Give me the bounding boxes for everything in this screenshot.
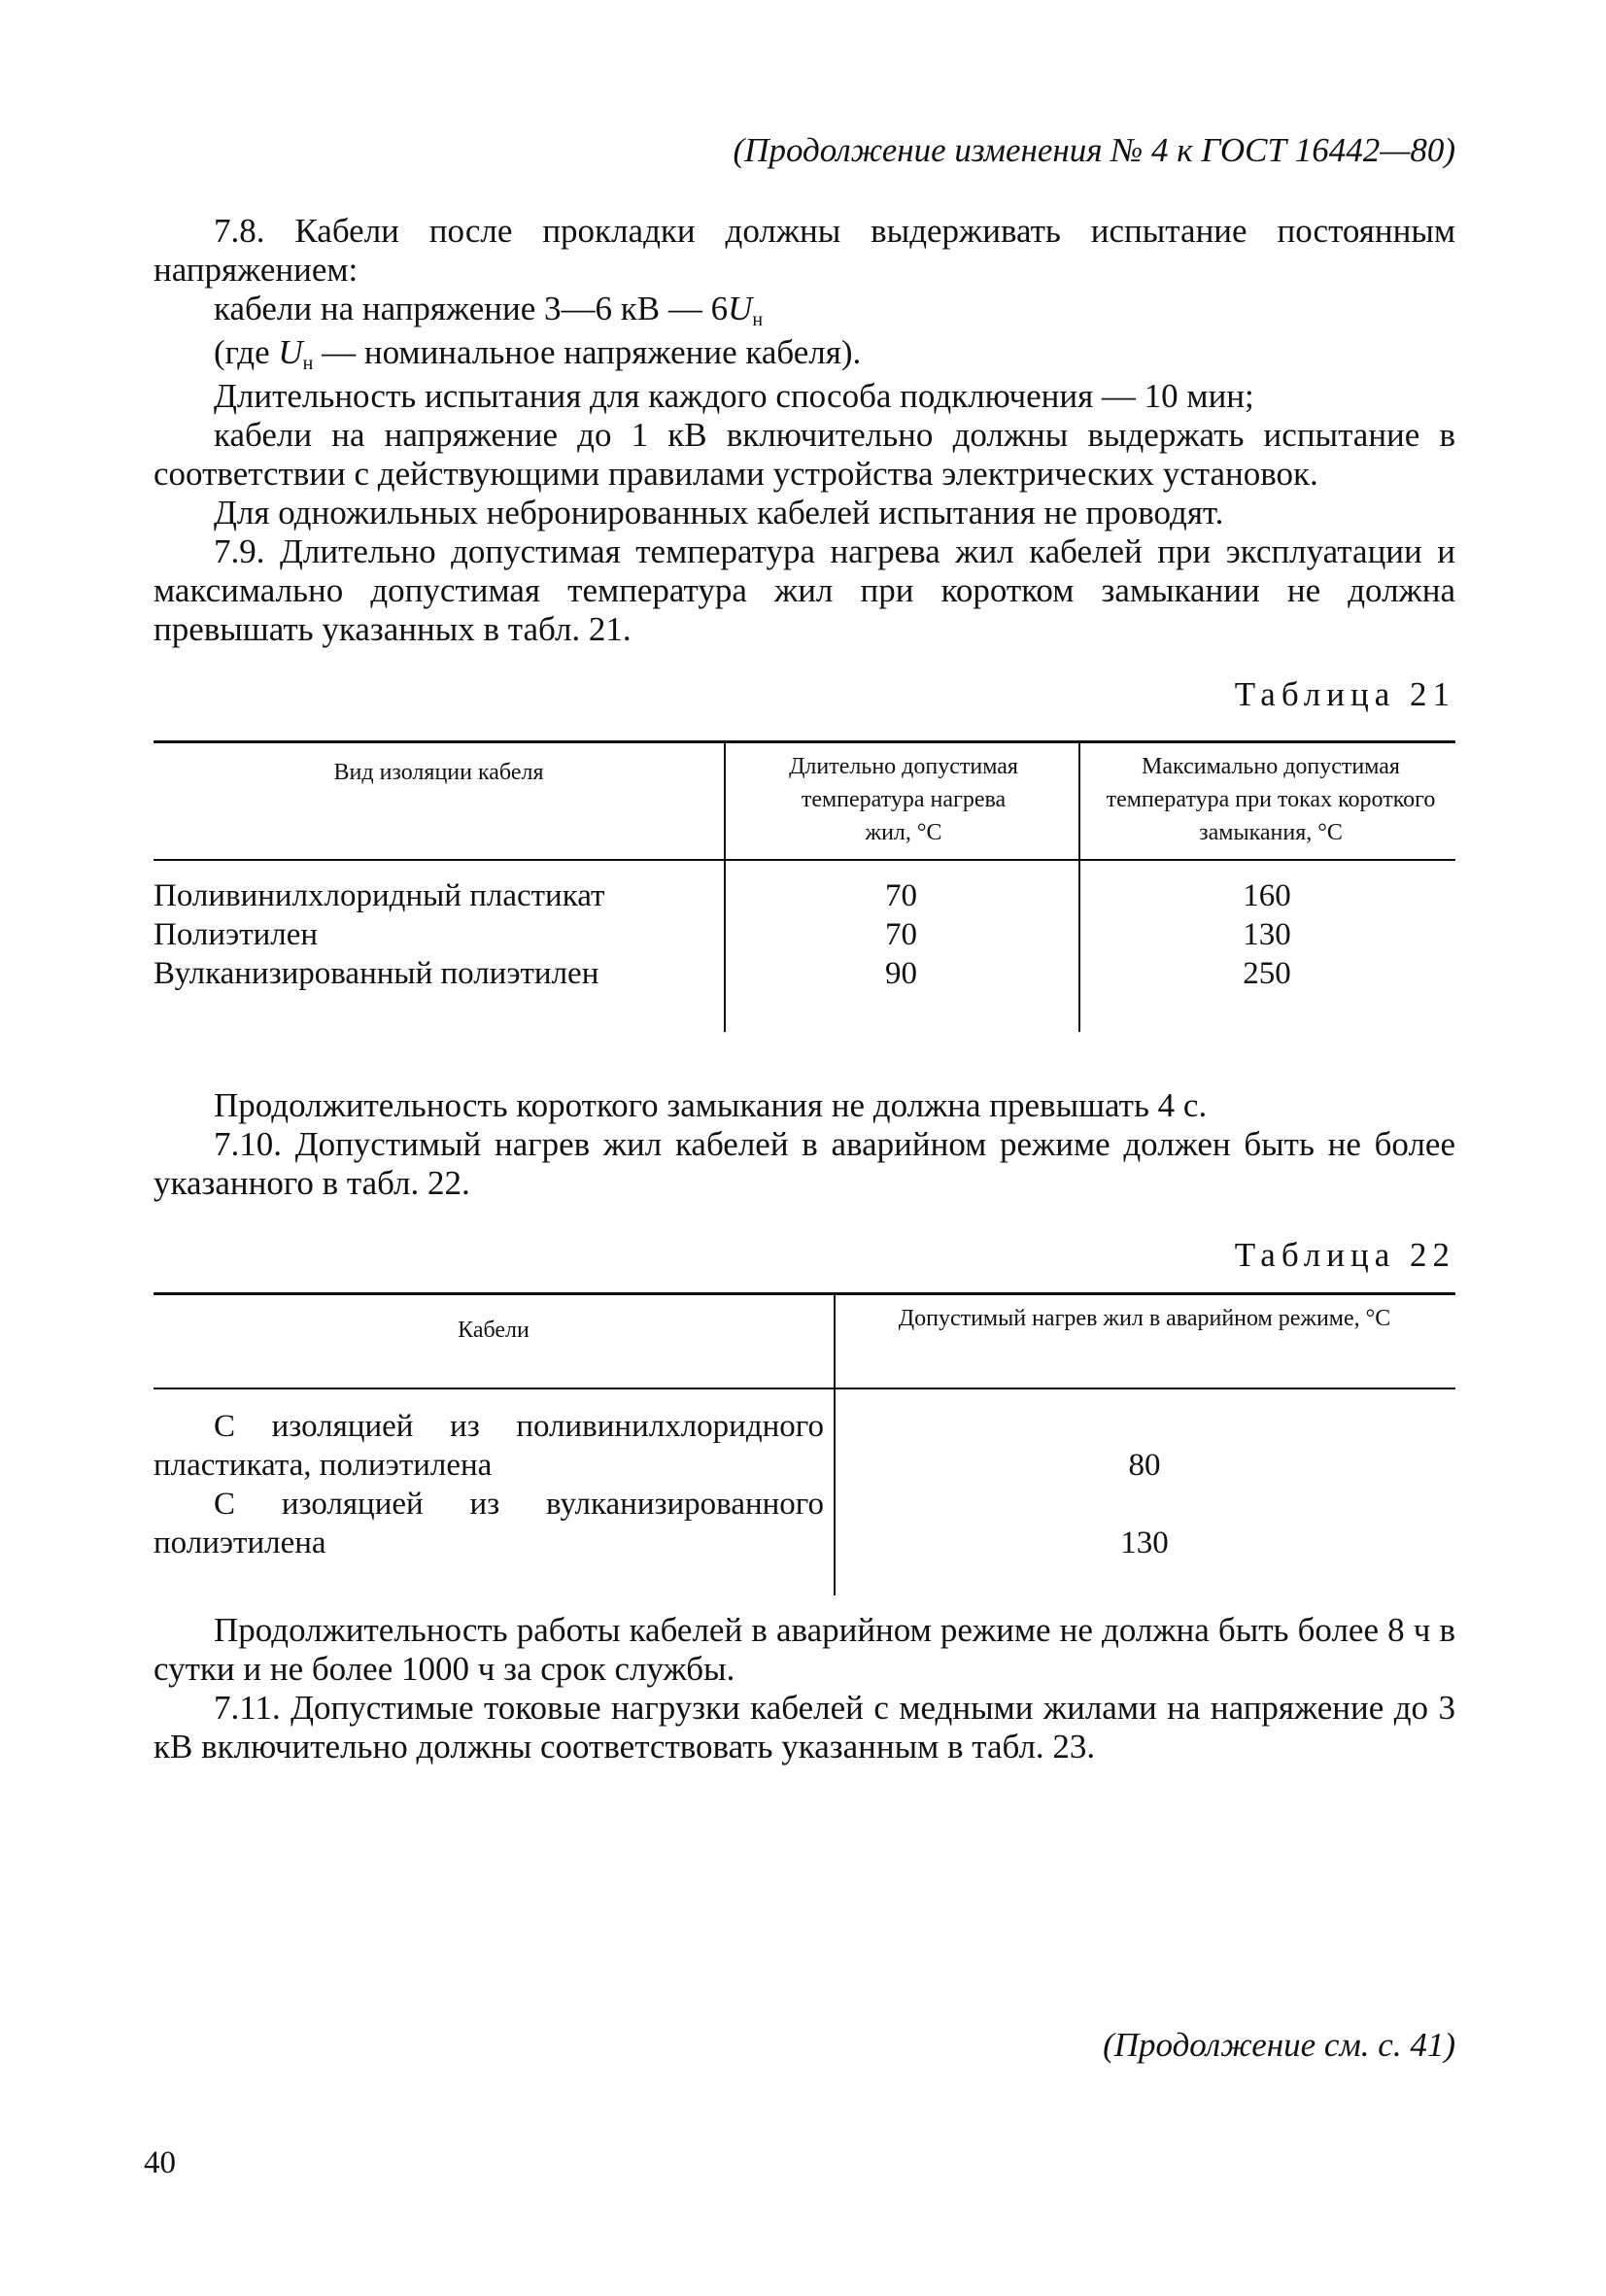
table-21-row-3-type: Вулканизированный полиэтилен [154, 956, 599, 991]
paragraph-emergency-duration: Продолжительность работы кабелей в аварийном режиме не должна быть более 8 ч в сутки и не более 1000 ч за срок службы. [154, 1611, 1455, 1688]
table-22-row-2-heating: 130 [1120, 1525, 1169, 1560]
section-7-10 [154, 1086, 1455, 1203]
paragraph-7-8-intro: 7.8. Кабели после прокладки должны выдерживать испытание постоянным напряжением: [154, 212, 1455, 289]
paragraph-7-9: 7.9. Длительно допустимая температура нагрева жил кабелей при эксплуатации и максимально допустимая температура жил при коротком замыкании не должна превышать указанных в табл. 21. [154, 532, 1455, 648]
document-page [144, 0, 1455, 2296]
table-22-header-rule [154, 1388, 1455, 1389]
definition-rest: — номинальное напряжение кабеля). [313, 333, 862, 371]
table-22-header-cables: Кабели [458, 1318, 530, 1343]
table-21-row-1-continuous: 70 [885, 878, 917, 913]
paragraph-7-8-duration: Длительность испытания для каждого способа подключения — 10 мин; [214, 377, 1254, 415]
table-21-row-3-short-circuit: 250 [1243, 956, 1291, 991]
table-22-top-rule [154, 1292, 1455, 1295]
table-22-header-emergency-heating: Допустимый нагрев жил в аварийном режиме, °С [898, 1306, 1391, 1331]
section-7-8 [154, 212, 1455, 649]
table-21-header-short-circuit-temp: Максимально допустимая температура при токах короткого замыкания, °С [1106, 754, 1436, 845]
table-22-row-1-heating: 80 [1128, 1448, 1161, 1483]
definition-symbol: U [278, 333, 303, 371]
voltage-symbol: U [728, 290, 753, 327]
table-21-caption: Таблица 21 [1234, 675, 1455, 713]
paragraph-7-8-voltage [154, 290, 1455, 333]
definition-open: (где [214, 333, 279, 371]
table-21-header-insulation: Вид изоляции кабеля [333, 760, 544, 785]
voltage-text: кабели на напряжение 3—6 кВ — 6 [214, 290, 729, 327]
table-21-header-continuous-temp: Длительно допустимая температура нагрева жил, °С [789, 754, 1018, 845]
table-22-row-2-cable: С изоляцией из вулканизированного полиэтилена [154, 1487, 824, 1560]
table-21-row-2-continuous: 70 [885, 917, 917, 952]
table-22-caption: Таблица 22 [1234, 1236, 1455, 1274]
paragraph-short-circuit-duration: Продолжительность короткого замыкания не должна превышать 4 с. [214, 1086, 1208, 1124]
page-number: 40 [144, 2145, 176, 2180]
table-21-row-1-short-circuit: 160 [1243, 878, 1291, 913]
table-21-top-rule [154, 740, 1455, 743]
paragraph-7-8-definition [154, 333, 1455, 377]
paragraph-7-8-low-voltage: кабели на напряжение до 1 кВ включительно должны выдержать испытание в соответствии с действующими правилами устройства электрических установок. [154, 416, 1455, 493]
table-21-row-2-type: Полиэтилен [154, 917, 319, 952]
table-21 [154, 740, 1455, 1032]
definition-subscript: н [302, 353, 314, 374]
table-21-row-3-continuous: 90 [885, 956, 917, 991]
table-21-header-rule [154, 859, 1455, 861]
paragraph-7-11: 7.11. Допустимые токовые нагрузки кабелей с медными жилами на напряжение до 3 кВ включительно должны соответствовать указанным в табл. 23. [154, 1689, 1455, 1765]
table-21-row-1-type: Поливинилхлоридный пластикат [154, 878, 605, 913]
table-21-row-2-short-circuit: 130 [1243, 917, 1291, 952]
table-22-row-1-cable: С изоляцией из поливинилхлоридного пластиката, полиэтилена [154, 1409, 824, 1483]
page-footer-continuation: (Продолжение см. с. 41) [1103, 2026, 1455, 2064]
table-22 [154, 1292, 1455, 1595]
paragraph-7-8-single-core: Для одножильных небронированных кабелей испытания не проводят. [214, 494, 1224, 531]
paragraph-7-10: 7.10. Допустимый нагрев жил кабелей в аварийном режиме должен быть не более указанного в табл. 22. [154, 1125, 1455, 1202]
voltage-subscript: н [752, 309, 764, 330]
section-7-11 [154, 1611, 1455, 1766]
page-header-continuation: (Продолжение изменения № 4 к ГОСТ 16442—80) [733, 131, 1455, 169]
